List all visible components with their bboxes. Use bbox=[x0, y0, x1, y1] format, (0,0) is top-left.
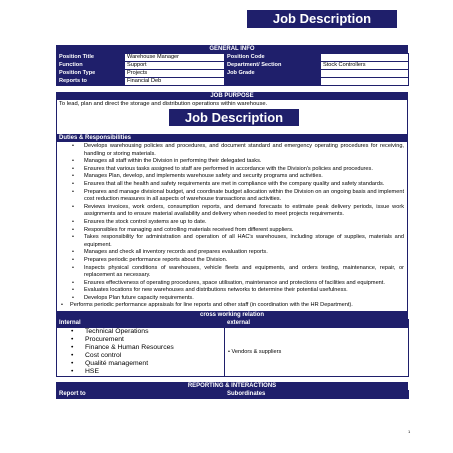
report-to-label: Report to bbox=[57, 391, 225, 399]
reports-to-label: Reports to bbox=[57, 78, 125, 86]
department-value: Stock Controllers bbox=[321, 62, 409, 70]
table-row bbox=[57, 320, 409, 328]
banner-row bbox=[56, 108, 408, 127]
duties-header: Duties & Responsibilities bbox=[56, 134, 408, 142]
position-code-label: Position Code bbox=[225, 54, 321, 62]
list-item: • Qualité management bbox=[85, 360, 222, 368]
external-cell bbox=[225, 328, 409, 377]
table-row bbox=[57, 78, 409, 86]
list-item: • Responsibles for managing and cotrolling materials received from different suppliers. bbox=[84, 227, 404, 235]
reporting-table bbox=[56, 390, 409, 399]
empty-value bbox=[321, 78, 409, 86]
position-type-label: Position Type bbox=[57, 70, 125, 78]
list-item: • Finance & Human Resources bbox=[85, 344, 222, 352]
table-row bbox=[57, 391, 409, 399]
list-item: • Procurement bbox=[85, 336, 222, 344]
external-label: external bbox=[225, 320, 409, 328]
list-item: • HSE bbox=[85, 368, 222, 376]
list-item: • Ensures that all the health and safety requirements are met in compliance with the company quality and safety standards. bbox=[84, 181, 404, 189]
list-item: • Takes responsibility for administration and operation of all HAC's warehouses, including storage of supplies, materials and equipment. bbox=[84, 234, 404, 249]
cross-working-table bbox=[56, 319, 409, 377]
gap-row bbox=[56, 127, 408, 134]
empty-label bbox=[225, 78, 321, 86]
job-grade-label: Job Grade bbox=[225, 70, 321, 78]
position-title-value: Warehouse Manager bbox=[125, 54, 225, 62]
page-number: 1 bbox=[408, 429, 411, 434]
general-info-header: GENERAL INFO bbox=[56, 45, 408, 53]
internal-label: Internal bbox=[57, 320, 225, 328]
function-value: Support bbox=[125, 62, 225, 70]
reporting-header: REPORTING & INTERACTIONS bbox=[56, 382, 408, 390]
list-item: • Prepares and manage divisional budget, and coordinate budget allocation within the Division on an ongoing basis and implement cost reduction measures in all aspects of warehouse transactions and activities. bbox=[84, 189, 404, 204]
reports-to-value: Financial Deb bbox=[125, 78, 225, 86]
table-row bbox=[57, 62, 409, 70]
list-item: • Cost control bbox=[85, 352, 222, 360]
list-item: • Reviews invoices, work orders, consumption reports, and demand forecasts to estimate peak delivery periods, issue work assignments and to ensure material availability and delivery when needed to meet projects requirements. bbox=[84, 204, 404, 219]
list-item: • Ensures the stock control systems are up to date. bbox=[84, 219, 404, 227]
position-title-label: Position Title bbox=[57, 54, 125, 62]
job-purpose-header: JOB PURPOSE bbox=[56, 92, 408, 100]
list-item: • Develops Plan future capacity requirements. bbox=[84, 295, 404, 303]
job-description-form bbox=[56, 45, 408, 399]
internal-cell bbox=[57, 328, 225, 377]
list-item: • Ensures effectiveness of operating procedures, space utilisation, maintenance and protections of facilities and equipment. bbox=[84, 280, 404, 288]
position-code-value bbox=[321, 54, 409, 62]
list-item: • Develops warehousing policies and procedures, and document standard and emergency operating procedures for receiving, handling or storing materials. bbox=[84, 143, 404, 158]
table-row bbox=[57, 328, 409, 377]
job-purpose-text: To lead, plan and direct the storage and distribution operations within warehouse. bbox=[56, 100, 408, 108]
duties-list bbox=[60, 143, 404, 302]
appraisals-item: • Performs periodic performance appraisals for line reports and other staff (in coordination with the HR Department). bbox=[60, 302, 404, 310]
job-description-banner: Job Description bbox=[169, 109, 299, 126]
list-item: • Evaluates locations for new warehouses and distributions networks to determine their potential usefulness. bbox=[84, 287, 404, 295]
job-grade-value bbox=[321, 70, 409, 78]
list-item: • Manages all staff within the Division in performing their delegated tasks. bbox=[84, 158, 404, 166]
function-label: Function bbox=[57, 62, 125, 70]
list-item: • Technical Operations bbox=[85, 328, 222, 336]
external-item: • Vendors & suppliers bbox=[228, 349, 282, 356]
subordinates-label: Subordinates bbox=[225, 391, 409, 399]
general-info-table bbox=[56, 53, 409, 86]
table-row bbox=[57, 54, 409, 62]
cross-working-header: cross working relation bbox=[56, 311, 408, 319]
position-type-value: Projects bbox=[125, 70, 225, 78]
list-item: • Manages and check all inventory records and prepares evaluation reports. bbox=[84, 249, 404, 257]
list-item: • Inspects physical conditions of warehouses, vehicle fleets and equipments, and orders testing, maintenance, repair, or replacement as necessary. bbox=[84, 265, 404, 280]
internal-list bbox=[59, 328, 222, 376]
page-title: Job Description bbox=[247, 10, 397, 28]
list-item: • Ensures that various tasks assigned to staff are performed in accordance with the Division's policies and procedures. bbox=[84, 166, 404, 174]
table-row bbox=[57, 70, 409, 78]
list-item: • Manages Plan, develop, and implements warehouse safety and security programs and activities. bbox=[84, 173, 404, 181]
list-item: • Prepares periodic performance reports about the Division. bbox=[84, 257, 404, 265]
department-label: Department/ Section bbox=[225, 62, 321, 70]
duties-section bbox=[56, 142, 408, 311]
